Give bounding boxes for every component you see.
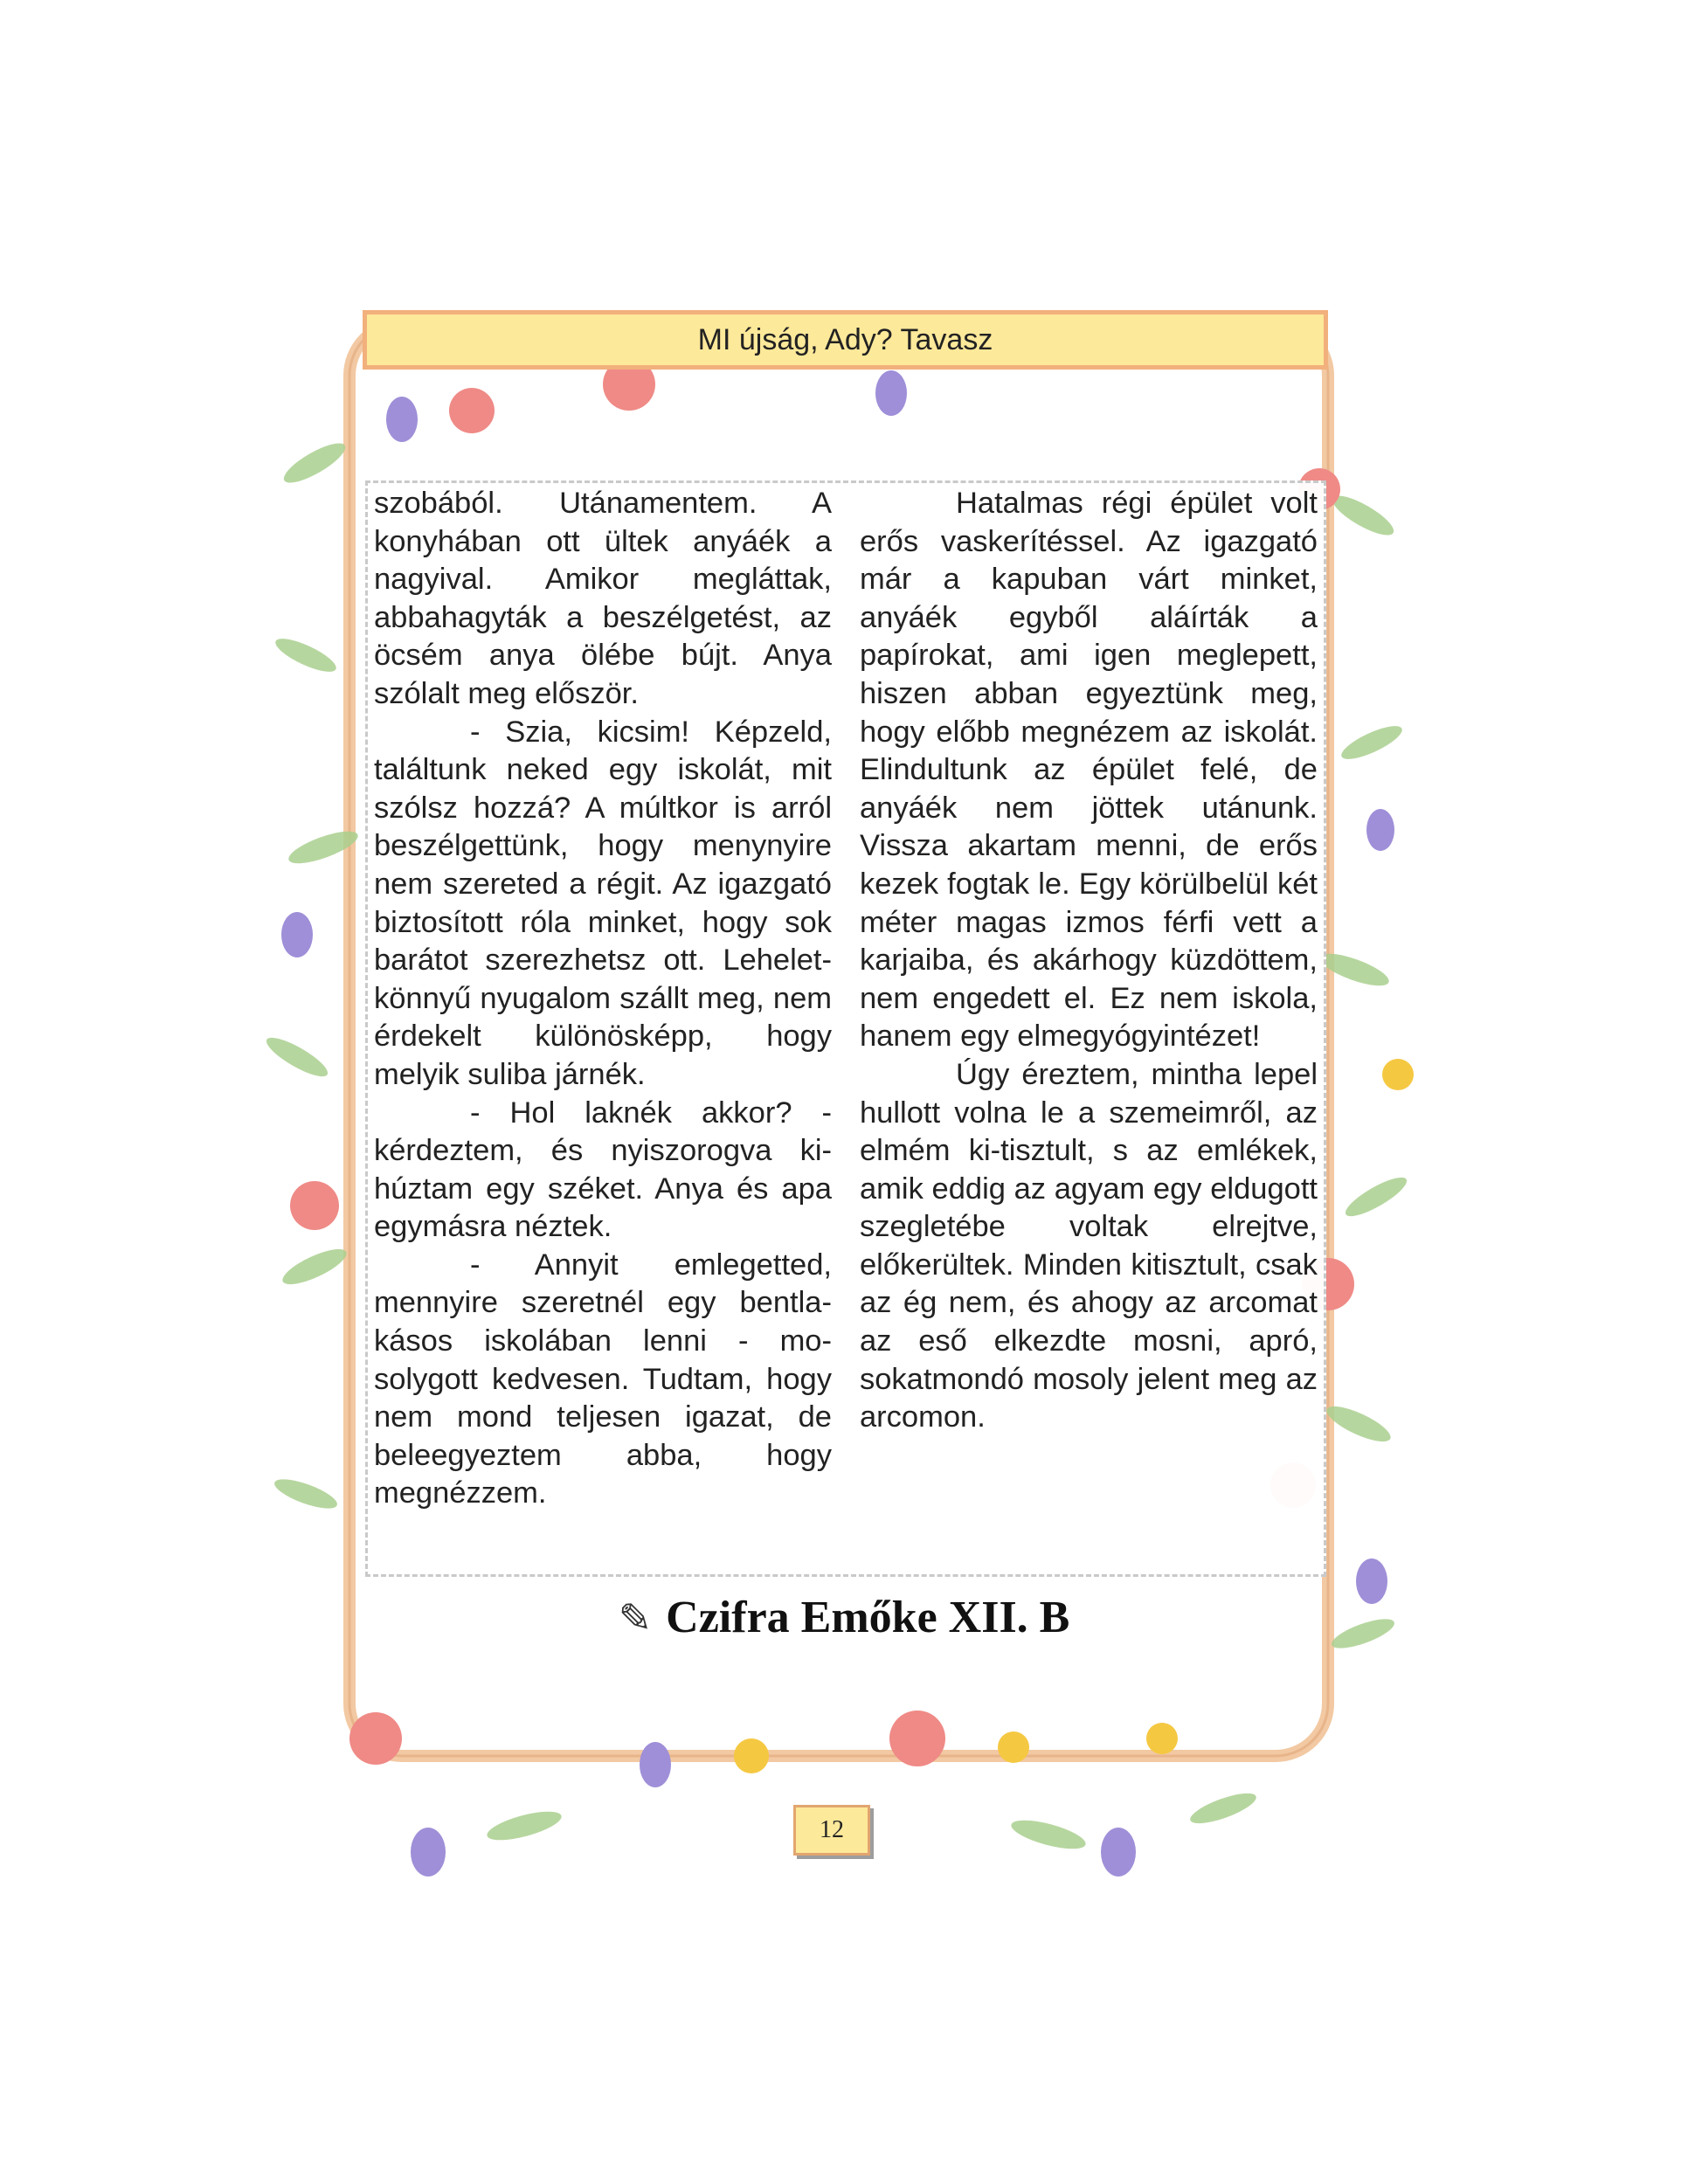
magazine-header	[363, 310, 1328, 370]
author-signature	[0, 1592, 1688, 1643]
paragraph: Úgy éreztem, mintha lepel hullott volna le a szemeimről, az elmém ki-tisztult, s az emlékek, amik eddig az agyam egy eldugott szegletébe voltak elrejtve, előkerültek. Minden kitisztult, csak az ég nem, és ahogy az arcomat az eső elkezdte mosni, apró, sokatmondó mosoly jelent meg az arcomon.	[860, 1057, 1318, 1434]
paragraph: - Annyit emlegetted, mennyire szeretnél egy bentlakásos iskolában lenni - mosolygott kedvesen. Tudtam, hogy nem mond teljesen igazat, de beleegyeztem abba, hogy megnézzem.	[374, 1248, 832, 1510]
magazine-title: MI újság, Ady? Tavasz	[697, 322, 993, 356]
article-column-right	[860, 485, 1318, 1437]
paragraph: - Hol laknék akkor? - kérdeztem, és nyiszorogva kihúztam egy széket. Anya és apa egymásra néztek.	[374, 1095, 832, 1244]
paragraph: - Szia, kicsim! Képzeld, találtunk neked egy iskolát, mit szólsz hozzá? A múltkor is arról beszélgettünk, hogy menynyire nem szereted a régit. Az igazgató biztosított róla minket, hogy sok barátot szerezhetsz ott. Lehelet- könnyű nyugalom szállt meg, nem érdekelt különösképp, hogy melyik suliba járnék.	[374, 715, 832, 1091]
paragraph: Hatalmas régi épület volt erős vaskerítéssel. Az igazgató már a kapuban várt minket, anyáék egyből aláírták a papírokat, ami igen meglepett, hiszen abban egyeztünk meg, hogy előbb megnézem az iskolát. Elindultunk az épület felé, de anyáék nem jöttek utánunk. Vissza akartam menni, de erős kezek fogtak le. Egy körülbelül két méter magas izmos férfi vett a karjaiba, és akárhogy küzdöttem, nem engedett el. Ez nem iskola, hanem egy elmegyógyintézet!	[860, 487, 1318, 1054]
author-name: Czifra Emőke XII. B	[666, 1593, 1070, 1642]
article-column-left	[374, 485, 832, 1513]
page-number	[793, 1805, 870, 1856]
pencil-icon: ✎	[618, 1596, 653, 1641]
paragraph: szobából. Utánamentem. A konyhában ott ültek anyáék a nagyival. Amikor megláttak, abbahagyták a beszélgetést, az öcsém anya ölébe bújt. Anya szólalt meg először.	[374, 487, 832, 710]
page-number-label: 12	[820, 1816, 844, 1843]
